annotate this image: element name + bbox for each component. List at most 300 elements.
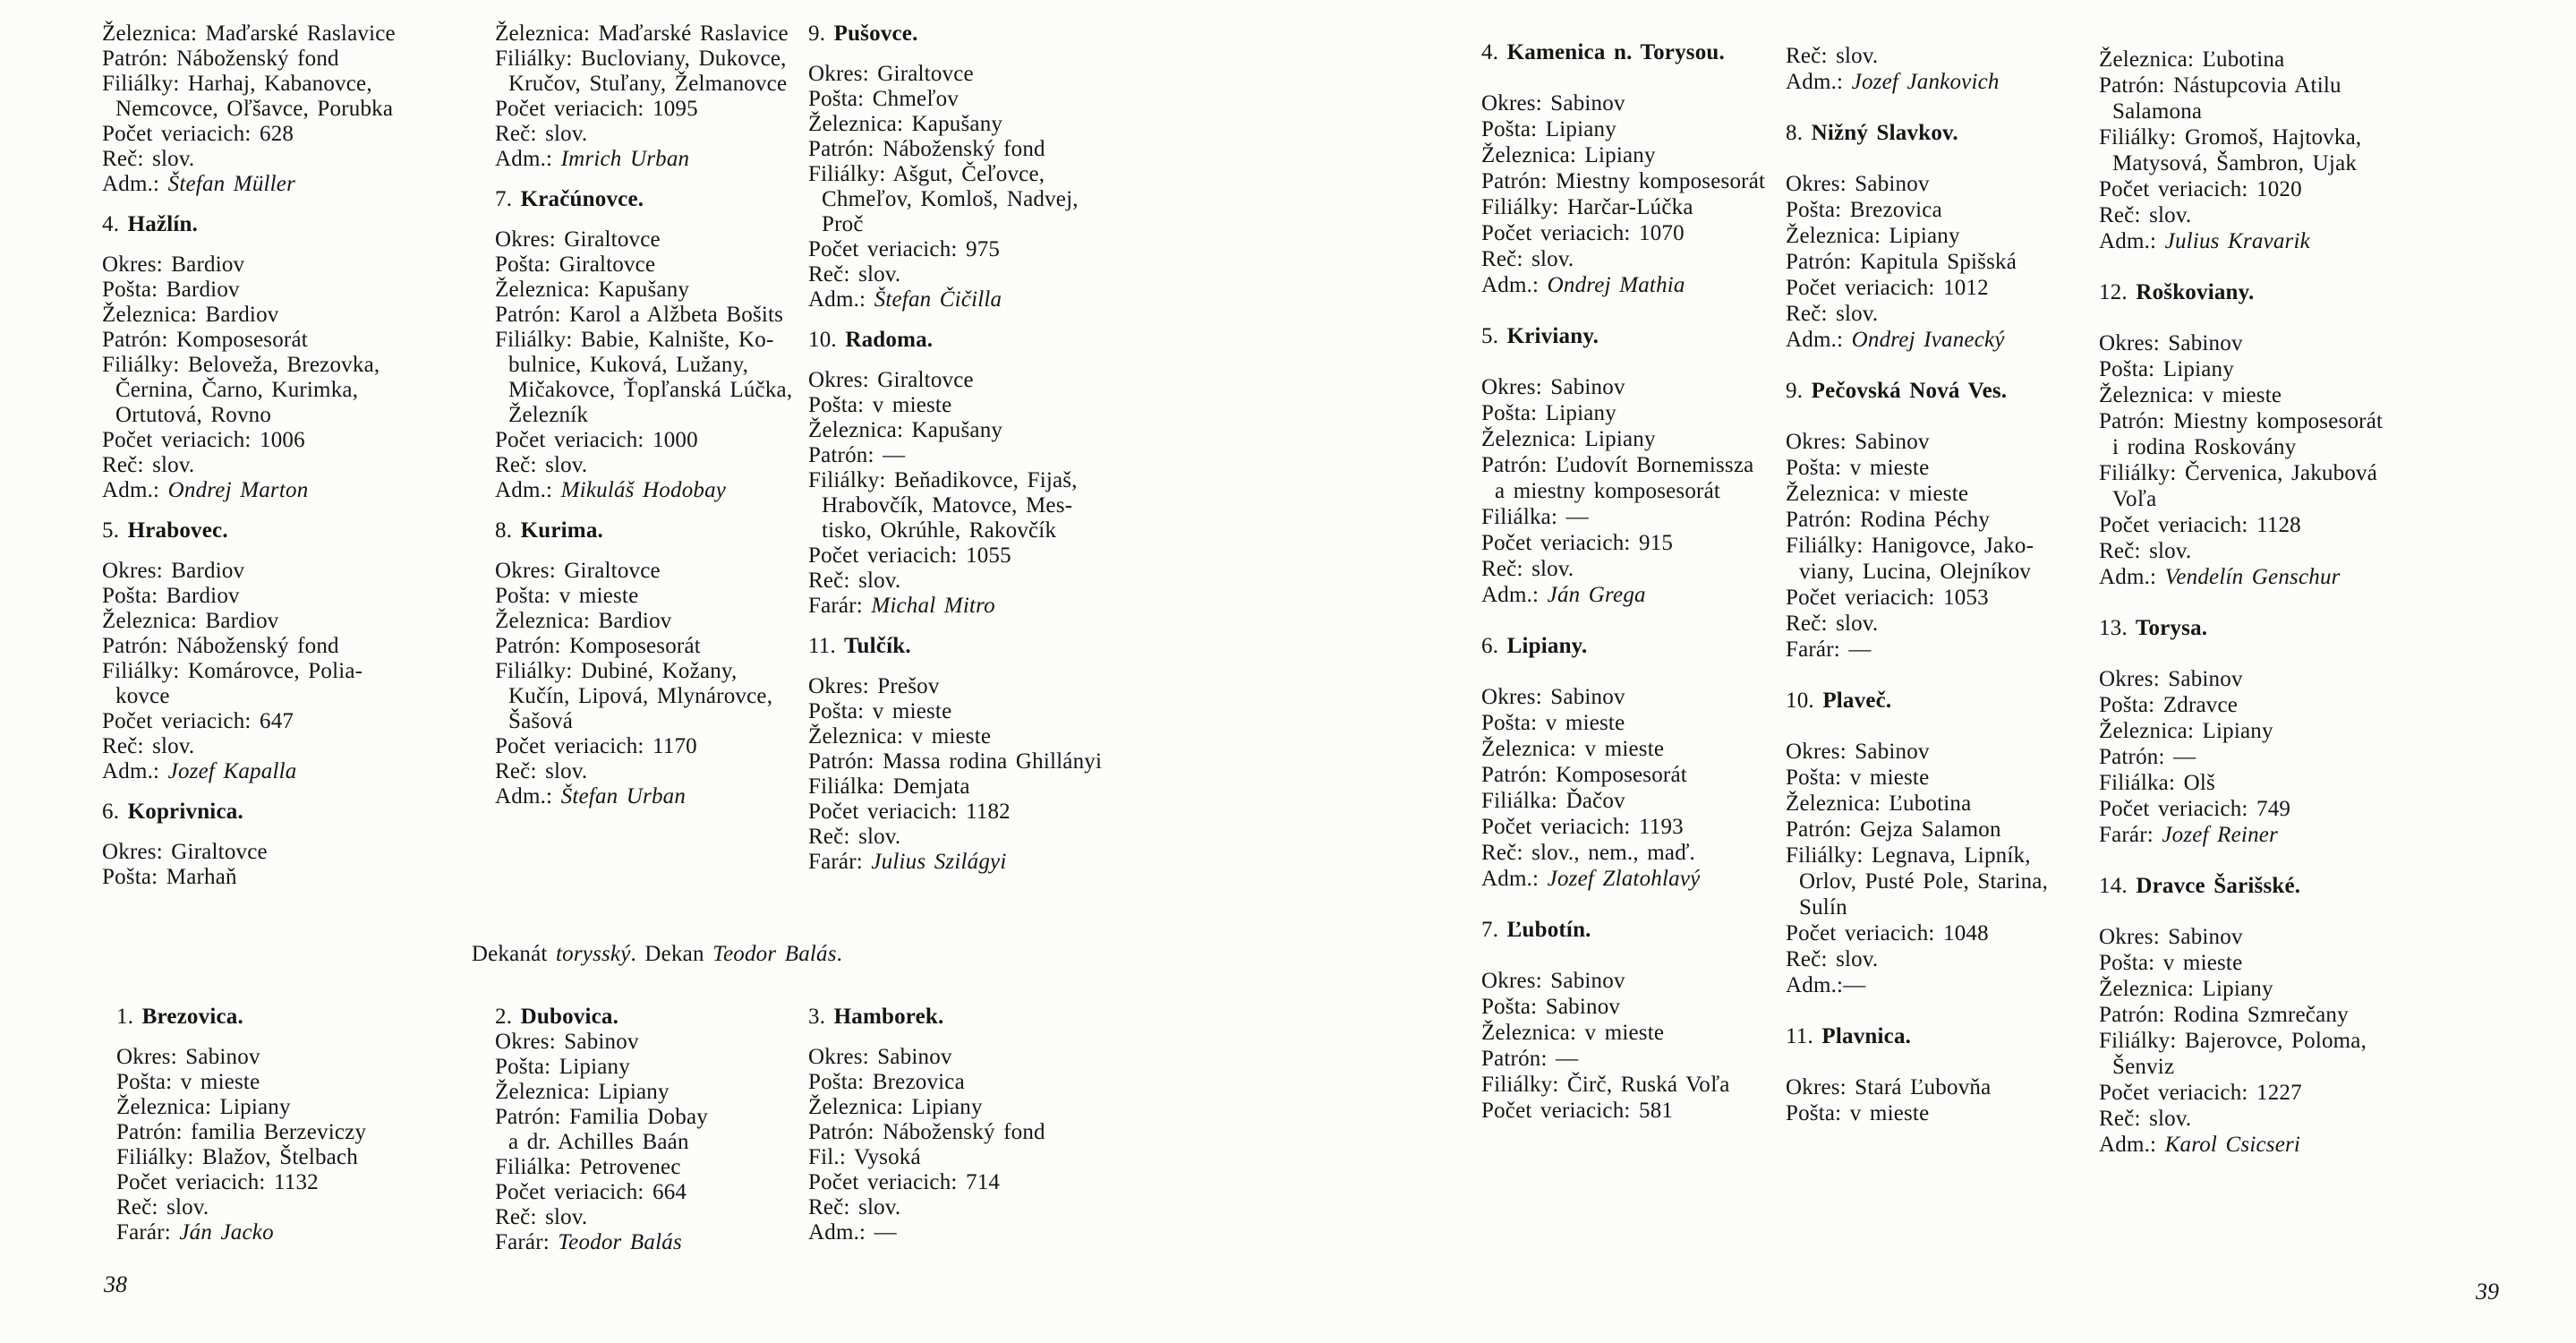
entry-line bbox=[1786, 69, 2153, 95]
entry-line: Železnica: Bardiov bbox=[495, 609, 672, 633]
entry-line: Filiálky: Babie, Kalnište, Ko- bbox=[495, 328, 774, 352]
entry-line: Reč: slov. bbox=[2099, 203, 2192, 227]
entry-line: Železnica: Bardiov bbox=[102, 303, 279, 327]
entry-line: Patrón: familia Berzeviczy bbox=[116, 1120, 367, 1144]
page-number-right: 39 bbox=[2476, 1279, 2499, 1305]
entry-line: Fil.: Vysoká bbox=[808, 1145, 921, 1169]
entry-line: Reč: slov. bbox=[1786, 302, 1879, 326]
entry-line: Železnica: Lipiany bbox=[1786, 224, 1960, 248]
entry-label: Adm.: bbox=[1786, 70, 1852, 94]
divider-italic-text: torysský bbox=[556, 942, 631, 966]
entry-line: Pošta: v mieste bbox=[116, 1070, 260, 1094]
entry-line: Reč: slov. bbox=[102, 734, 195, 758]
entry-line: Filiálky: Harhaj, Kabanovce, bbox=[102, 72, 372, 96]
left-bottom-column-3 bbox=[808, 1005, 1211, 1245]
spacer bbox=[1786, 663, 2153, 688]
entry-line: Pošta: Brezovica bbox=[808, 1070, 965, 1094]
entry-line: Reč: slov. bbox=[808, 262, 901, 287]
entry-heading bbox=[2099, 615, 2511, 641]
person-name: Jozef Zlatohlavý bbox=[1547, 867, 1701, 891]
entry-number: 3. bbox=[808, 1005, 826, 1029]
spacer bbox=[102, 784, 487, 800]
entry-line: Patrón: Rodina Szmrečany bbox=[2099, 1003, 2349, 1027]
entry-line: Pošta: v mieste bbox=[495, 584, 639, 608]
entry-line: Počet veriacich: 1053 bbox=[1786, 586, 1989, 610]
entry-line: Filiálky: Beňadikovce, Fijaš, bbox=[808, 468, 1078, 492]
entry-title: Hrabovec. bbox=[127, 518, 228, 543]
person-name: Karol Csicseri bbox=[2164, 1133, 2301, 1157]
entry-number: 7. bbox=[1481, 918, 1499, 942]
entry-line: Patrón: Komposesorát bbox=[102, 328, 308, 352]
entry-line: Reč: slov. bbox=[808, 1195, 901, 1219]
entry-number: 9. bbox=[1786, 379, 1804, 403]
entry-line: Okres: Sabinov bbox=[2099, 667, 2243, 691]
person-name: Ondrej Ivanecký bbox=[1851, 328, 2005, 352]
entry-line: Okres: Giraltovce bbox=[808, 368, 974, 392]
entry-line: Pošta: v mieste bbox=[808, 393, 952, 417]
entry-line: Železnica: Lipiany bbox=[1481, 143, 1656, 167]
entry-line-continuation: Nemcovce, Oľšavce, Porubka bbox=[115, 97, 394, 121]
entry-line-continuation: a miestny komposesorát bbox=[1495, 479, 1721, 503]
entry-line-continuation: Proč bbox=[822, 212, 864, 236]
entry-line-continuation: tisko, Okrúhle, Rakovčík bbox=[822, 518, 1057, 543]
entry-line: Počet veriacich: 647 bbox=[102, 709, 294, 733]
entry-number: 5. bbox=[1481, 324, 1499, 348]
entry-line: Pošta: v mieste bbox=[2099, 951, 2243, 975]
entry-line-continuation: Kučín, Lipová, Mlynárovce, bbox=[508, 684, 773, 708]
entry-line: Okres: Sabinov bbox=[2099, 331, 2243, 355]
entry-number: 7. bbox=[495, 187, 513, 211]
person-name: Jozef Kapalla bbox=[167, 759, 297, 783]
entry-line: Okres: Giraltovce bbox=[495, 559, 661, 583]
entry-line: Počet veriacich: 1012 bbox=[1786, 276, 1989, 300]
entry-line bbox=[808, 594, 1220, 619]
entry-line: Pošta: v mieste bbox=[808, 699, 952, 723]
entry-line: Filiálky: Červenica, Jakubová bbox=[2099, 461, 2378, 485]
spacer bbox=[1786, 353, 2153, 378]
entry-title: Tulčík. bbox=[843, 634, 911, 658]
entry-line: Reč: slov. bbox=[495, 759, 588, 783]
entry-line: Okres: Giraltovce bbox=[102, 840, 268, 864]
entry-line: Patrón: Komposesorát bbox=[1481, 763, 1687, 787]
left-column-3 bbox=[808, 21, 1220, 875]
left-bottom-column-1 bbox=[116, 1005, 492, 1245]
entry-line: Počet veriacich: 749 bbox=[2099, 797, 2291, 821]
divider-text: . bbox=[836, 942, 843, 966]
person-name: Ján Jacko bbox=[179, 1220, 274, 1245]
entry-line-continuation: Ortutová, Rovno bbox=[115, 403, 272, 427]
entry-line: Okres: Sabinov bbox=[1786, 172, 1930, 196]
entry-line: Železnica: Kapušany bbox=[808, 418, 1003, 442]
entry-line: Filiálky: Komárovce, Polia- bbox=[102, 659, 363, 683]
entry-label: Adm.: bbox=[2099, 565, 2165, 589]
entry-heading bbox=[1786, 1023, 2153, 1049]
person-name: Vendelín Genschur bbox=[2164, 565, 2341, 589]
entry-title: Kamenica n. Torysou. bbox=[1506, 40, 1725, 64]
entry-line: Filiálka: — bbox=[1481, 505, 1589, 529]
spacer bbox=[102, 197, 487, 212]
entry-line: Okres: Bardiov bbox=[102, 252, 245, 277]
dekanat-divider bbox=[102, 942, 1212, 967]
entry-line: Pošta: Bardiov bbox=[102, 278, 240, 302]
entry-title: Kračúnovce. bbox=[520, 187, 644, 211]
entry-line: Filiálka: Petrovenec bbox=[495, 1155, 681, 1179]
entry-title: Koprivnica. bbox=[127, 800, 243, 824]
person-name: Julius Kravarik bbox=[2164, 229, 2310, 253]
entry-line: Adm.: — bbox=[808, 1220, 897, 1245]
entry-line: Železnica: Ľubotina bbox=[1786, 791, 1972, 816]
spacer bbox=[102, 825, 487, 840]
entry-line: Pošta: Lipiany bbox=[1481, 401, 1616, 425]
entry-line: Reč: slov. bbox=[2099, 539, 2192, 563]
entry-line bbox=[102, 759, 487, 784]
entry-line: Počet veriacich: 1070 bbox=[1481, 221, 1685, 245]
entry-line: Železnica: Lipiany bbox=[2099, 977, 2273, 1001]
entry-line: Filiálka: Ďačov bbox=[1481, 789, 1625, 813]
entry-line: Pošta: v mieste bbox=[1786, 1101, 1930, 1125]
person-name: Mikuláš Hodobay bbox=[560, 478, 727, 502]
entry-line: Železnica: v mieste bbox=[1786, 482, 1969, 506]
entry-line bbox=[2099, 1132, 2511, 1158]
entry-line: Reč: slov. bbox=[2099, 1107, 2192, 1131]
entry-label: Farár: bbox=[808, 850, 872, 874]
entry-line: Pošta: Sabinov bbox=[1481, 995, 1621, 1019]
entry-line: Počet veriacich: 664 bbox=[495, 1180, 687, 1204]
entry-line: Patrón: Nástupcovia Atilu bbox=[2099, 73, 2341, 98]
entry-line: Počet veriacich: 628 bbox=[102, 122, 294, 146]
entry-line: Patrón: — bbox=[2099, 745, 2196, 769]
entry-line: Železnica: Bardiov bbox=[102, 609, 279, 633]
entry-label: Farár: bbox=[116, 1220, 180, 1245]
entry-line: Patrón: Miestny komposesorát bbox=[1481, 169, 1766, 193]
entry-label: Farár: bbox=[2099, 823, 2162, 847]
spacer bbox=[102, 503, 487, 518]
entry-line: Reč: slov. bbox=[495, 1205, 588, 1229]
entry-line: Okres: Sabinov bbox=[1786, 430, 1930, 454]
entry-line-continuation: Hrabovčík, Matovce, Mes- bbox=[822, 493, 1073, 518]
entry-line: Železnica: v mieste bbox=[1481, 1021, 1665, 1045]
entry-title: Pečovská Nová Ves. bbox=[1811, 379, 2008, 403]
entry-number: 14. bbox=[2099, 874, 2128, 898]
entry-number: 2. bbox=[495, 1005, 513, 1029]
entry-line: Železnica: Lipiany bbox=[2099, 719, 2273, 743]
entry-line: Počet veriacich: 1128 bbox=[2099, 513, 2301, 537]
entry-line: Okres: Sabinov bbox=[808, 1045, 952, 1069]
entry-line: Pošta: Giraltovce bbox=[495, 252, 656, 277]
entry-line: Patrón: Náboženský fond bbox=[102, 634, 339, 658]
person-name: Teodor Balás bbox=[558, 1230, 682, 1254]
entry-line-continuation: Mičakovce, Ťopľanská Lúčka, bbox=[508, 378, 793, 402]
entry-line: Železnica: Maďarské Raslavice bbox=[102, 21, 396, 46]
entry-line: Pošta: Lipiany bbox=[2099, 357, 2234, 381]
entry-line: Filiálky: Čirč, Ruská Voľa bbox=[1481, 1073, 1730, 1097]
entry-line-continuation: viany, Lucina, Olejníkov bbox=[1799, 560, 2032, 584]
entry-line-continuation: Salamona bbox=[2112, 99, 2203, 124]
entry-heading bbox=[2099, 279, 2511, 305]
entry-label: Adm.: bbox=[2099, 229, 2165, 253]
entry-label: Adm.: bbox=[808, 287, 874, 312]
spacer bbox=[116, 1030, 492, 1045]
entry-line: Pošta: Zdravce bbox=[2099, 693, 2239, 717]
entry-line: Počet veriacich: 1048 bbox=[1786, 921, 1989, 945]
entry-line: Filiálky: Blažov, Štelbach bbox=[116, 1145, 358, 1169]
entry-line: Patrón: Náboženský fond bbox=[102, 47, 339, 71]
entry-line: Počet veriacich: 1006 bbox=[102, 428, 305, 452]
entry-label: Farár: bbox=[808, 594, 872, 618]
entry-line: Pošta: Marhaň bbox=[102, 865, 237, 889]
entry-line: Reč: slov. bbox=[1786, 44, 1879, 68]
entry-line: Okres: Sabinov bbox=[1481, 91, 1625, 115]
entry-line: Patrón: — bbox=[808, 443, 906, 467]
entry-line: Patrón: Gejza Salamon bbox=[1786, 817, 2001, 842]
person-name: Imrich Urban bbox=[560, 147, 690, 171]
right-column-3 bbox=[2099, 47, 2511, 1158]
entry-title: Plaveč. bbox=[1822, 689, 1892, 713]
entry-line: Okres: Sabinov bbox=[116, 1045, 260, 1069]
entry-line: Železnica: Maďarské Raslavice bbox=[495, 21, 789, 46]
entry-label: Farár: bbox=[495, 1230, 559, 1254]
entry-line bbox=[2099, 228, 2511, 254]
entry-line: Počet veriacich: 581 bbox=[1481, 1099, 1674, 1123]
entry-line: Patrón: Náboženský fond bbox=[808, 1120, 1045, 1144]
person-name: Jozef Reiner bbox=[2162, 823, 2278, 847]
entry-line: Železnica: v mieste bbox=[2099, 383, 2282, 407]
entry-line: Počet veriacich: 1170 bbox=[495, 734, 697, 758]
spacer bbox=[1786, 998, 2153, 1023]
entry-label: Adm.: bbox=[1481, 583, 1548, 607]
entry-line: Počet veriacich: 1055 bbox=[808, 543, 1011, 568]
spacer bbox=[808, 312, 1220, 328]
entry-line-continuation: Železník bbox=[508, 403, 589, 427]
entry-title: Kriviany. bbox=[1506, 324, 1599, 348]
entry-line: Patrón: Karol a Alžbeta Bošits bbox=[495, 303, 784, 327]
entry-line: Filiálky: Legnava, Lipník, bbox=[1786, 843, 2031, 868]
entry-number: 6. bbox=[102, 800, 120, 824]
entry-line: Patrón: Kapitula Spišská bbox=[1786, 250, 2017, 274]
spacer bbox=[2099, 641, 2511, 666]
entry-label: Adm.: bbox=[2099, 1133, 2165, 1157]
entry-line: Železnica: Kapušany bbox=[808, 112, 1003, 136]
entry-line: Patrón: Rodina Péchy bbox=[1786, 508, 1991, 532]
spacer bbox=[102, 237, 487, 252]
entry-line-continuation: Chmeľov, Komloš, Nadvej, bbox=[822, 187, 1079, 211]
entry-line: Filiálky: Dubiné, Kožany, bbox=[495, 659, 738, 683]
entry-heading bbox=[102, 212, 487, 237]
entry-line: Pošta: v mieste bbox=[1481, 711, 1625, 735]
left-column-1 bbox=[102, 21, 487, 890]
entry-line: Pošta: Chmeľov bbox=[808, 87, 960, 111]
entry-line: Železnica: Kapušany bbox=[495, 278, 690, 302]
entry-label: Adm.: bbox=[495, 784, 561, 808]
entry-title: Roškoviany. bbox=[2136, 280, 2255, 304]
entry-label: Adm.: bbox=[102, 478, 168, 502]
entry-line: Reč: slov. bbox=[1786, 612, 1879, 636]
entry-line: Počet veriacich: 1132 bbox=[116, 1170, 319, 1194]
entry-line-continuation: bulnice, Kuková, Lužany, bbox=[508, 353, 749, 377]
entry-line: Pošta: Brezovica bbox=[1786, 198, 1942, 222]
entry-line: Železnica: Ľubotina bbox=[2099, 47, 2285, 72]
entry-line: Reč: slov. bbox=[1481, 557, 1574, 581]
entry-number: 6. bbox=[1481, 634, 1499, 658]
entry-line: Železnica: Lipiany bbox=[116, 1095, 291, 1119]
entry-line: Železnica: Lipiany bbox=[808, 1095, 983, 1119]
entry-title: Ľubotín. bbox=[1506, 918, 1591, 942]
entry-label: Adm.: bbox=[495, 147, 561, 171]
divider-text: Dekanát bbox=[471, 942, 556, 966]
entry-number: 4. bbox=[1481, 40, 1499, 64]
entry-line-continuation: Šenviz bbox=[2112, 1055, 2175, 1079]
entry-number: 5. bbox=[102, 518, 120, 543]
entry-line: Filiálka: Demjata bbox=[808, 774, 970, 799]
entry-line: Počet veriacich: 1095 bbox=[495, 97, 698, 121]
entry-line: Farár: — bbox=[1786, 637, 1872, 662]
entry-line: Počet veriacich: 1000 bbox=[495, 428, 698, 452]
entry-line: Okres: Stará Ľubovňa bbox=[1786, 1075, 1992, 1099]
entry-heading bbox=[1786, 688, 2153, 714]
spacer bbox=[1786, 404, 2153, 429]
entry-line-continuation: kovce bbox=[115, 684, 170, 708]
entry-heading bbox=[2099, 873, 2511, 899]
entry-number: 10. bbox=[1786, 689, 1814, 713]
entry-label: Adm.: bbox=[1481, 273, 1548, 297]
entry-line: Počet veriacich: 1193 bbox=[1481, 815, 1684, 839]
entry-line: Okres: Sabinov bbox=[2099, 925, 2243, 949]
person-name: Ján Grega bbox=[1547, 583, 1646, 607]
entry-line: Reč: slov. bbox=[495, 453, 588, 477]
entry-line: Okres: Sabinov bbox=[1481, 969, 1625, 993]
entry-number: 4. bbox=[102, 212, 120, 236]
entry-line: Okres: Sabinov bbox=[495, 1030, 639, 1054]
person-name: Michal Mitro bbox=[871, 594, 995, 618]
entry-line: Okres: Giraltovce bbox=[808, 62, 974, 86]
person-name: Štefan Müller bbox=[167, 172, 296, 196]
entry-title: Kurima. bbox=[520, 518, 603, 543]
entry-number: 1. bbox=[116, 1005, 134, 1029]
entry-line: Reč: slov. bbox=[495, 122, 588, 146]
entry-line: Počet veriacich: 1020 bbox=[2099, 177, 2302, 201]
entry-line: Počet veriacich: 1227 bbox=[2099, 1081, 2302, 1105]
entry-line: Filiálky: Beloveža, Brezovka, bbox=[102, 353, 380, 377]
entry-line-continuation: a dr. Achilles Baán bbox=[508, 1130, 689, 1154]
entry-title: Hažlín. bbox=[127, 212, 199, 236]
person-name: Štefan Čičilla bbox=[874, 287, 1002, 312]
entry-heading bbox=[102, 518, 487, 543]
entry-label: Adm.: bbox=[1786, 328, 1852, 352]
entry-line: Patrón: Náboženský fond bbox=[808, 137, 1045, 161]
entry-line: Filiálka: Olš bbox=[2099, 771, 2215, 795]
spacer bbox=[808, 1030, 1211, 1045]
entry-line-continuation: Černina, Čarno, Kurimka, bbox=[115, 378, 359, 402]
entry-line: Počet veriacich: 975 bbox=[808, 237, 1001, 261]
entry-label: Adm.: bbox=[1481, 867, 1548, 891]
entry-line-continuation: Matysová, Šambron, Ujak bbox=[2112, 151, 2358, 175]
entry-title: Nižný Slavkov. bbox=[1811, 121, 1958, 145]
entry-heading bbox=[808, 634, 1220, 659]
spacer bbox=[808, 619, 1220, 634]
spacer bbox=[102, 543, 487, 559]
entry-line: Reč: slov. bbox=[808, 825, 901, 849]
entry-line: Počet veriacich: 915 bbox=[1481, 531, 1674, 555]
entry-line: Patrón: Miestny komposesorát bbox=[2099, 409, 2384, 433]
entry-line: Okres: Bardiov bbox=[102, 559, 245, 583]
person-name: Jozef Jankovich bbox=[1851, 70, 2000, 94]
entry-title: Pušovce. bbox=[833, 21, 918, 46]
entry-title: Radoma. bbox=[845, 328, 934, 352]
spacer bbox=[808, 353, 1220, 368]
entry-line: Filiálky: Bucloviany, Dukovce, bbox=[495, 47, 787, 71]
entry-title: Brezovica. bbox=[141, 1005, 243, 1029]
entry-line: Pošta: Bardiov bbox=[102, 584, 240, 608]
spacer bbox=[2099, 305, 2511, 330]
entry-line-continuation: i rodina Roskovány bbox=[2112, 435, 2297, 459]
entry-line: Okres: Sabinov bbox=[1786, 740, 1930, 764]
spacer bbox=[1786, 146, 2153, 171]
entry-number: 11. bbox=[808, 634, 836, 658]
entry-title: Plavnica. bbox=[1821, 1024, 1912, 1048]
divider-italic-text: Teodor Balás bbox=[712, 942, 837, 966]
entry-line: Filiálky: Ašgut, Čeľovce, bbox=[808, 162, 1045, 186]
entry-line: Patrón: — bbox=[1481, 1047, 1579, 1071]
entry-label: Adm.: bbox=[102, 759, 168, 783]
entry-line bbox=[808, 850, 1220, 875]
entry-line: Patrón: Komposesorát bbox=[495, 634, 701, 658]
entry-title: Torysa. bbox=[2135, 616, 2208, 640]
entry-heading bbox=[102, 800, 487, 825]
spacer bbox=[2099, 590, 2511, 615]
entry-line: Pošta: Lipiany bbox=[1481, 117, 1616, 141]
spacer bbox=[2099, 899, 2511, 924]
entry-line-continuation: Kručov, Stuľany, Želmanovce bbox=[508, 72, 788, 96]
person-name: Ondrej Marton bbox=[167, 478, 309, 502]
page-number-left: 38 bbox=[104, 1271, 127, 1297]
entry-line: Okres: Giraltovce bbox=[495, 227, 661, 252]
person-name: Julius Szilágyi bbox=[871, 850, 1007, 874]
entry-title: Dravce Šarišské. bbox=[2136, 874, 2301, 898]
entry-line: Reč: slov. bbox=[1786, 947, 1879, 971]
entry-line: Filiálky: Bajerovce, Poloma, bbox=[2099, 1029, 2367, 1053]
entry-line: Reč: slov. bbox=[116, 1195, 209, 1219]
entry-title: Hamborek. bbox=[833, 1005, 944, 1029]
entry-line: Železnica: Lipiany bbox=[495, 1080, 670, 1104]
entry-number: 9. bbox=[808, 21, 826, 46]
entry-line: Patrón: Ľudovít Bornemissza bbox=[1481, 453, 1754, 477]
entry-number: 13. bbox=[2099, 616, 2128, 640]
entry-number: 11. bbox=[1786, 1024, 1813, 1048]
entry-number: 12. bbox=[2099, 280, 2128, 304]
spacer bbox=[1786, 95, 2153, 120]
entry-line: Reč: slov. bbox=[102, 147, 195, 171]
entry-line bbox=[1786, 327, 2153, 353]
entry-line: Reč: slov., nem., maď. bbox=[1481, 841, 1696, 865]
entry-line: Okres: Sabinov bbox=[1481, 375, 1625, 399]
entry-line: Filiálky: Hanigovce, Jako- bbox=[1786, 534, 2034, 558]
spacer bbox=[2099, 848, 2511, 873]
entry-line: Počet veriacich: 714 bbox=[808, 1170, 1001, 1194]
entry-number: 8. bbox=[1786, 121, 1804, 145]
entry-heading bbox=[116, 1005, 492, 1030]
entry-line bbox=[102, 478, 487, 503]
entry-line bbox=[116, 1220, 492, 1245]
entry-line bbox=[2099, 564, 2511, 590]
entry-heading bbox=[808, 21, 1220, 47]
entry-number: 10. bbox=[808, 328, 837, 352]
entry-line: Počet veriacich: 1182 bbox=[808, 800, 1011, 824]
entry-line: Reč: slov. bbox=[1481, 247, 1574, 271]
entry-line: Okres: Sabinov bbox=[1481, 685, 1625, 709]
entry-line: Filiálky: Gromoš, Hajtovka, bbox=[2099, 125, 2362, 150]
entry-line: Pošta: Lipiany bbox=[495, 1055, 630, 1079]
spacer bbox=[1786, 1049, 2153, 1074]
